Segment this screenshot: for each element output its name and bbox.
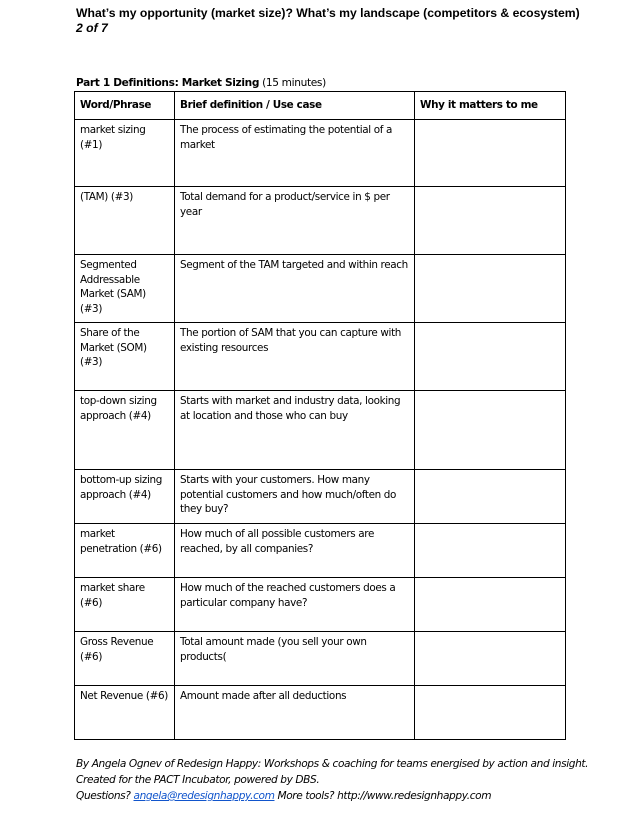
column-header-definition: Brief definition / Use case — [175, 92, 415, 120]
why-cell[interactable] — [415, 255, 566, 323]
term-cell: Segmented Addressable Market (SAM) (#3) — [75, 255, 175, 323]
definition-cell: Starts with market and industry data, looking at location and those who can buy — [175, 391, 415, 470]
table-row — [75, 686, 566, 740]
column-header-word: Word/Phrase — [75, 92, 175, 120]
definition-cell: Total amount made (you sell your own products( — [175, 632, 415, 686]
definition-cell: How much of all possible customers are reached, by all companies? — [175, 524, 415, 578]
why-cell[interactable] — [415, 187, 566, 255]
term-cell: top-down sizing approach (#4) — [75, 391, 175, 470]
definition-cell: How much of the reached customers does a particular company have? — [175, 578, 415, 632]
table-row — [75, 323, 566, 391]
definition-cell: Starts with your customers. How many potential customers and how much/often do they buy? — [175, 470, 415, 524]
why-cell[interactable] — [415, 632, 566, 686]
table-row — [75, 470, 566, 524]
table-row — [75, 255, 566, 323]
more-tools-text: More tools? http://www.redesignhappy.com — [274, 790, 492, 802]
why-cell[interactable] — [415, 120, 566, 187]
term-cell: bottom-up sizing approach (#4) — [75, 470, 175, 524]
section-title: Part 1 Definitions: Market Sizing — [76, 77, 260, 89]
table-row — [75, 632, 566, 686]
footer-created-for: Created for the PACT Incubator, powered by DBS. — [76, 774, 320, 786]
table-header-row — [75, 92, 566, 120]
footer-contact — [76, 788, 588, 804]
why-cell[interactable] — [415, 578, 566, 632]
table-row — [75, 120, 566, 187]
why-cell[interactable] — [415, 323, 566, 391]
definition-cell: Total demand for a product/service in $ per year — [175, 187, 415, 255]
email-link[interactable]: angela@redesignhappy.com — [133, 790, 275, 802]
term-cell: Net Revenue (#6) — [75, 686, 175, 740]
term-cell: Gross Revenue (#6) — [75, 632, 175, 686]
why-cell[interactable] — [415, 524, 566, 578]
page-indicator: 2 of 7 — [76, 21, 108, 35]
footer-credit: By Angela Ognev of Redesign Happy: Workshops & coaching for teams energised by action and insight. — [76, 758, 589, 770]
definition-cell: The process of estimating the potential of a market — [175, 120, 415, 187]
why-cell[interactable] — [415, 391, 566, 470]
footer — [76, 756, 588, 804]
table-row — [75, 578, 566, 632]
term-cell: Share of the Market (SOM) (#3) — [75, 323, 175, 391]
table-row — [75, 187, 566, 255]
term-cell: market penetration (#6) — [75, 524, 175, 578]
table-row — [75, 524, 566, 578]
definition-cell: Segment of the TAM targeted and within reach — [175, 255, 415, 323]
section-heading — [76, 76, 326, 90]
questions-label: Questions? — [76, 790, 134, 802]
term-cell: market share (#6) — [75, 578, 175, 632]
term-cell: (TAM) (#3) — [75, 187, 175, 255]
definitions-table — [74, 91, 566, 740]
definition-cell: Amount made after all deductions — [175, 686, 415, 740]
why-cell[interactable] — [415, 686, 566, 740]
document-title: What’s my opportunity (market size)? What’s my landscape (competitors & ecosystem) — [76, 6, 580, 20]
why-cell[interactable] — [415, 470, 566, 524]
term-cell: market sizing (#1) — [75, 120, 175, 187]
column-header-why: Why it matters to me — [415, 92, 566, 120]
definition-cell: The portion of SAM that you can capture with existing resources — [175, 323, 415, 391]
section-duration: (15 minutes) — [259, 77, 326, 89]
table-row — [75, 391, 566, 470]
